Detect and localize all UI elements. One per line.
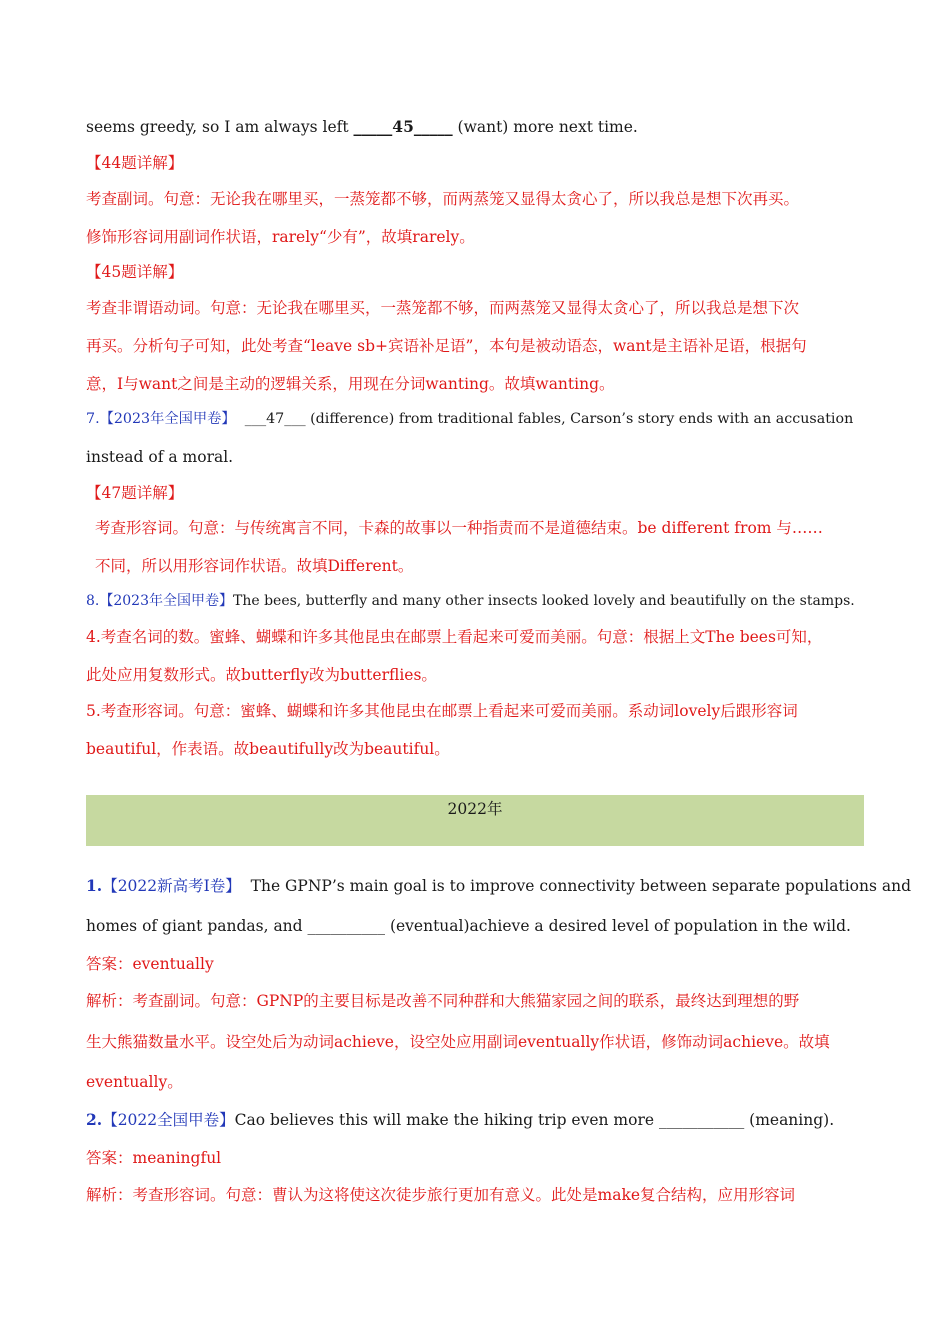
- q2-sentence: [86, 1110, 834, 1130]
- q45-text-a: seems greedy, so I am always left: [86, 118, 354, 136]
- q7-line2: instead of a moral.: [86, 448, 234, 466]
- detail45-line2: 再买。分析句子可知，此处考查“leave sb+宾语补足语”，本句是被动语态，want是主语补足语，根据句: [86, 337, 807, 355]
- q2-answer: 答案：meaningful: [86, 1149, 222, 1167]
- q7-source: 【2023年全国甲卷】: [99, 411, 236, 427]
- q1-number: 1.: [86, 876, 103, 895]
- exp8-line1: 4.考查名词的数。蜜蜂、蝴蝶和许多其他昆虫在邮票上看起来可爱而美丽。句意：根据上文The bees可知，: [86, 628, 823, 646]
- year-banner-label: 2022年: [447, 800, 503, 818]
- detail45-line1: 考查非谓语动词。句意：无论我在哪里买，一蒸笼都不够，而两蒸笼又显得太贪心了，所以我总是想下次: [86, 299, 800, 317]
- q8-number: 8.: [86, 593, 100, 609]
- q1-exp3: eventually。: [86, 1073, 183, 1091]
- detail47-heading: 【47题详解】: [86, 484, 184, 502]
- detail47-line1: 考查形容词。句意：与传统寓言不同，卡森的故事以一种指责而不是道德结束。be different from 与……: [95, 519, 823, 537]
- q7-text: (difference) from traditional fables, Carson’s story ends with an accusation: [305, 411, 854, 427]
- detail44-line1: 考查副词。句意：无论我在哪里买，一蒸笼都不够，而两蒸笼又显得太贪心了，所以我总是想下次再买。: [86, 190, 800, 208]
- q7-number: 7.: [86, 411, 100, 427]
- q45-sentence: [86, 117, 638, 137]
- q1-answer: 答案：eventually: [86, 955, 214, 973]
- q2-text: Cao believes this will make the hiking trip even more ___________ (meaning).: [234, 1111, 835, 1129]
- q2-exp1: 解析：考查形容词。句意：曹认为这将使这次徒步旅行更加有意义。此处是make复合结构，应用形容词: [86, 1186, 796, 1204]
- detail47-line2: 不同，所以用形容词作状语。故填Different。: [95, 557, 414, 575]
- q7-sentence: [86, 409, 853, 429]
- q8-sentence: [86, 591, 855, 611]
- q7-blank: ___47___: [244, 411, 306, 427]
- q1-exp1: 解析：考查副词。句意：GPNP的主要目标是改善不同种群和大熊猫家园之间的联系，最终达到理想的野: [86, 992, 800, 1010]
- q45-blank: _____45_____: [353, 117, 453, 136]
- q2-source: 【2022全国甲卷】: [102, 1111, 235, 1129]
- q8-source: 【2023年全国甲卷】: [99, 593, 233, 609]
- detail44-heading: 【44题详解】: [86, 154, 184, 172]
- q2-number: 2.: [86, 1110, 103, 1129]
- exp8-line4: beautiful，作表语。故beautifully改为beautiful。: [86, 740, 450, 758]
- exp8-line2: 此处应用复数形式。故butterfly改为butterflies。: [86, 666, 437, 684]
- q8-text: The bees, butterfly and many other insects looked lovely and beautifully on the stamps.: [233, 593, 855, 609]
- q1-exp2: 生大熊猫数量水平。设空处后为动词achieve，设空处应用副词eventually作状语，修饰动词achieve。故填: [86, 1033, 830, 1051]
- year-banner: [86, 795, 864, 846]
- q1-text: The GPNP’s main goal is to improve connectivity between separate populations and: [250, 877, 911, 895]
- q1-sentence: [86, 876, 911, 896]
- q1-line2: homes of giant pandas, and __________ (eventual)achieve a desired level of population in the wild.: [86, 917, 851, 935]
- detail44-line2: 修饰形容词用副词作状语，rarely“少有”，故填rarely。: [86, 228, 475, 246]
- detail45-heading: 【45题详解】: [86, 263, 184, 281]
- detail45-line3: 意，I与want之间是主动的逻辑关系，用现在分词wanting。故填wanting。: [86, 375, 615, 393]
- exp8-line3: 5.考查形容词。句意：蜜蜂、蝴蝶和许多其他昆虫在邮票上看起来可爱而美丽。系动词lovely后跟形容词: [86, 702, 798, 720]
- q45-text-b: (want) more next time.: [452, 118, 638, 136]
- q1-source: 【2022新高考I卷】: [102, 877, 241, 895]
